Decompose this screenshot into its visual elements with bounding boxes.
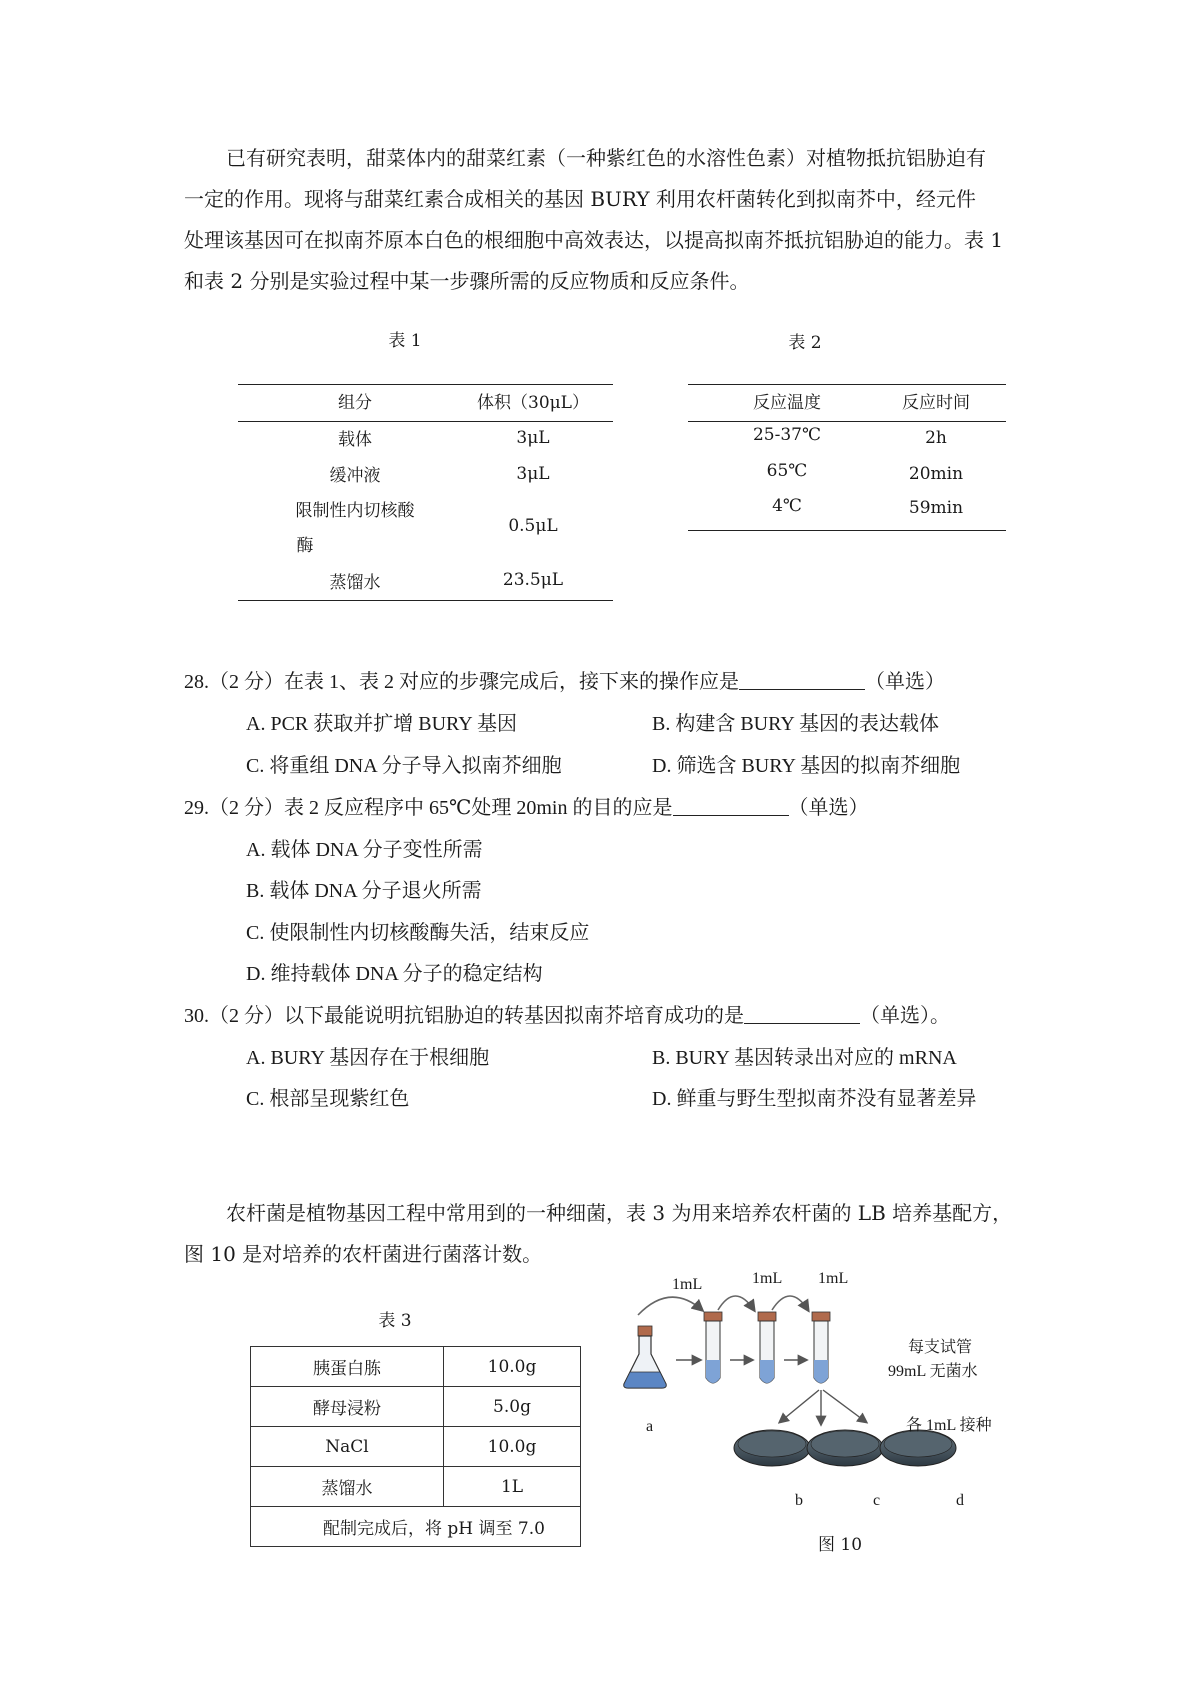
table1-cell-component: 蒸馏水 [329,573,381,593]
table1-cell-volume: 3μL [516,464,550,484]
intro-line: 和表 2 分别是实验过程中某一步骤所需的反应物质和反应条件。 [184,269,750,293]
transfer-label: 1mL [672,1276,703,1293]
tube-note: 99mL 无菌水 [888,1363,978,1380]
petri-dish-icon [734,1430,810,1466]
plate-label: d [956,1492,964,1509]
question-30-option-c: C. 根部呈现紫红色 [246,1088,410,1110]
flask-icon [624,1326,666,1388]
transfer-arrow [718,1296,754,1310]
question-30-option-a: A. BURY 基因存在于根细胞 [246,1047,490,1069]
figure10-diagram [620,1280,1020,1510]
table3-note: 配制完成后，将 pH 调至 7.0 [251,1507,581,1547]
question-29-option-c: C. 使限制性内切核酸酶失活，结束反应 [246,922,590,944]
table1-bottom-rule [238,600,613,601]
table3-item: 酵母浸粉 [251,1387,444,1427]
question-29-option-a: A. 载体 DNA 分子变性所需 [246,839,483,861]
transfer-arrow [772,1296,808,1310]
question-30-stem: 30.（2 分）以下最能说明抗铝胁迫的转基因拟南芥培育成功的是 （单选）。 [184,1005,950,1027]
transfer-label: 1mL [818,1270,849,1287]
table1-cell-component: 缓冲液 [329,466,381,486]
table3-item: NaCl [251,1427,444,1467]
table1-cell-volume: 23.5μL [502,570,564,590]
table2-header-rule [688,421,1006,422]
table-row [251,1507,581,1547]
intro2-line: 图 10 是对培养的农杆菌进行菌落计数。 [184,1242,543,1266]
table1-cell-component: 载体 [338,430,372,450]
table3-caption: 表 3 [378,1311,412,1331]
answer-blank [673,797,789,816]
intro-line: 一定的作用。现将与甜菜红素合成相关的基因 BURY 利用农杆菌转化到拟南芥中，经元件 [184,187,976,211]
plate-label: b [795,1492,803,1509]
table2-header-time: 反应时间 [902,393,970,413]
table-row [251,1347,581,1387]
test-tube-icon [704,1312,722,1383]
plate-label: c [873,1492,881,1509]
question-29-option-d: D. 维持载体 DNA 分子的稳定结构 [246,963,543,985]
question-29-stem: 29.（2 分）表 2 反应程序中 65℃处理 20min 的目的应是 （单选） [184,797,869,819]
intro2-paragraph [184,1193,1024,1275]
answer-blank [739,671,865,690]
intro-line: 已有研究表明，甜菜体内的甜菜红素（一种紫红色的水溶性色素）对植物抵抗铝胁迫有 [226,146,986,170]
intro-paragraph [184,138,1024,302]
table1-cell-component: 限制性内切核酸 [295,501,415,521]
question-28-option-d: D. 筛选含 BURY 基因的拟南芥细胞 [652,755,961,777]
table2-cell-time: 20min [908,464,964,484]
table2-caption: 表 2 [788,333,822,353]
question-28-option-b: B. 构建含 BURY 基因的表达载体 [652,713,940,735]
table3-amount: 10.0g [444,1427,581,1467]
table1-cell-volume: 0.5μL [508,516,558,536]
table1-header-component: 组分 [338,393,372,413]
arrow-icon [823,1390,866,1422]
table3-amount: 10.0g [444,1347,581,1387]
question-29-option-b: B. 载体 DNA 分子退火所需 [246,880,482,902]
table3-amount: 1L [444,1467,581,1507]
table-row [251,1427,581,1467]
test-tube-icon [812,1312,830,1383]
table2-cell-time: 2h [925,428,947,448]
question-30-option-b: B. BURY 基因转录出对应的 mRNA [652,1047,957,1069]
inoculate-note: 各 1mL 接种 [906,1417,992,1434]
table2-header-temp: 反应温度 [753,393,821,413]
question-28-option-c: C. 将重组 DNA 分子导入拟南芥细胞 [246,755,562,777]
table2-cell-temp: 4℃ [772,496,802,516]
intro-line: 处理该基因可在拟南芥原本白色的根细胞中高效表达，以提高拟南芥抵抗铝胁迫的能力。表 1 [184,228,1004,252]
table2-cell-temp: 25-37℃ [752,425,822,445]
table3-item: 蒸馏水 [251,1467,444,1507]
figure10-caption: 图 10 [817,1535,863,1555]
table-row [251,1387,581,1427]
transfer-label: 1mL [752,1270,783,1287]
table1-top-rule [238,384,613,385]
intro2-line: 农杆菌是植物基因工程中常用到的一种细菌，表 3 为用来培养农杆菌的 LB 培养基配方， [226,1201,1013,1225]
flask-label: a [646,1418,654,1435]
table3-amount: 5.0g [444,1387,581,1427]
table1-caption: 表 1 [388,331,422,351]
question-30-option-d: D. 鲜重与野生型拟南芥没有显著差异 [652,1088,977,1110]
test-tube-icon [758,1312,776,1383]
table2-cell-temp: 65℃ [766,461,808,481]
tube-note: 每支试管 [908,1337,973,1356]
petri-dish-icon [807,1430,883,1466]
question-28-stem: 28.（2 分）在表 1、表 2 对应的步骤完成后，接下来的操作应是 （单选） [184,671,945,693]
table1-header-volume: 体积（30μL） [477,393,589,413]
table1-header-rule [238,421,613,422]
question-28-option-a: A. PCR 获取并扩增 BURY 基因 [246,713,517,735]
table1-cell-component-cont: 酶 [296,536,314,556]
petri-dish-icon [880,1430,956,1466]
table3-item: 胰蛋白胨 [251,1347,444,1387]
arrow-icon [780,1390,819,1422]
table3 [250,1346,581,1547]
answer-blank [744,1005,860,1024]
table-row [251,1467,581,1507]
table2-bottom-rule [688,530,1006,531]
table2-cell-time: 59min [908,498,964,518]
table1-cell-volume: 3μL [516,428,550,448]
table2-top-rule [688,384,1006,385]
transfer-arrow [638,1297,702,1315]
